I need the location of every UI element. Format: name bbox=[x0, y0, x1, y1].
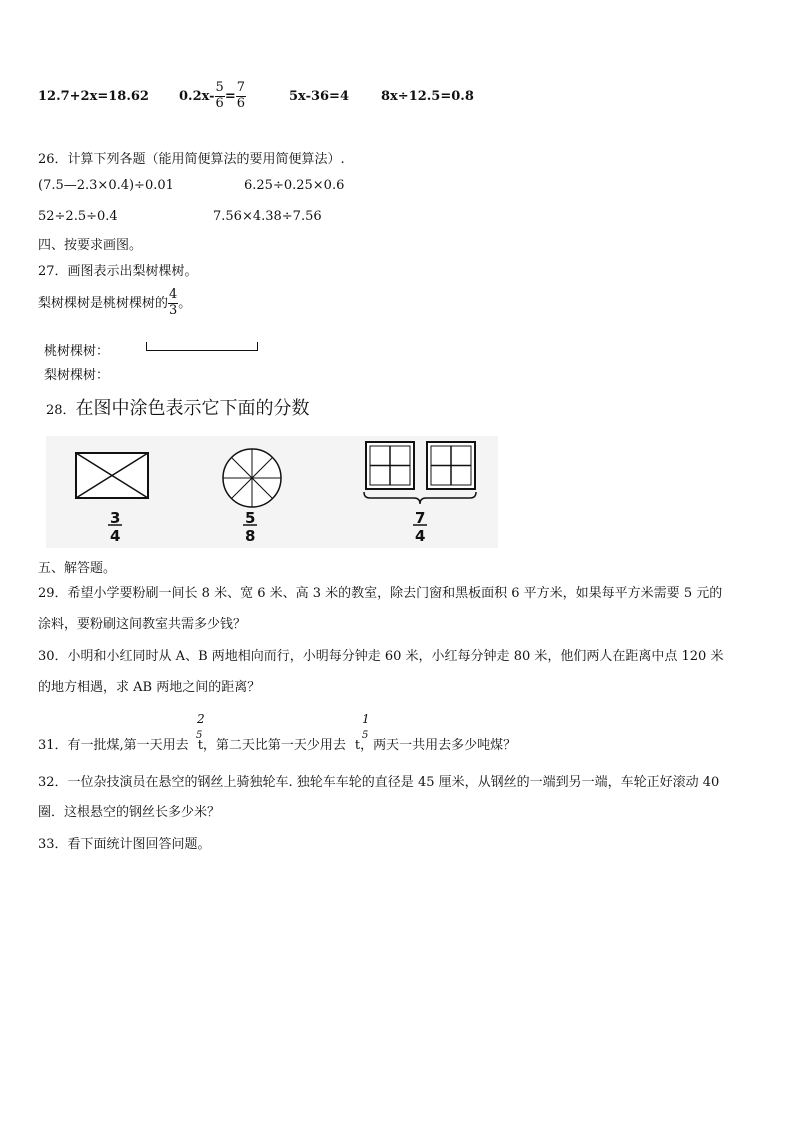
peach-tree-segment bbox=[146, 342, 258, 351]
fraction-figures-panel bbox=[46, 436, 498, 548]
question-29-line-1: 29．希望小学要粉刷一间长 8 米、宽 6 米、高 3 米的教室，除去门窗和黑板面积 6 平方米，如果每平方米需要 5 元的 bbox=[38, 586, 723, 601]
q31-fraction-2-numerator: 1 bbox=[362, 712, 370, 726]
equation-1: 12.7+2x=18.62 bbox=[38, 89, 149, 104]
q31-fraction-1-denominator: 5 bbox=[196, 730, 203, 741]
pear-tree-label: 梨树棵树： bbox=[44, 368, 110, 383]
equation-2-fraction-2 bbox=[236, 81, 246, 112]
fraction-2-numerator: 5 bbox=[245, 509, 256, 527]
question-31-part-2: t，第二天比第一天少用去 bbox=[197, 738, 346, 753]
question-26-title: 26．计算下列各题（能用简便算法的要用简便算法）. bbox=[38, 152, 345, 167]
fraction-3-numerator: 7 bbox=[415, 509, 426, 527]
circle-figure bbox=[223, 449, 281, 507]
calc-2: 6.25÷0.25×0.6 bbox=[244, 178, 345, 193]
question-28-number: 28． bbox=[46, 403, 76, 418]
question-27-description bbox=[38, 284, 191, 324]
question-28-title bbox=[46, 398, 310, 422]
question-30-line-2: 的地方相遇，求 AB 两地之间的距离？ bbox=[38, 680, 261, 695]
rectangle-figure bbox=[76, 453, 148, 498]
description-text: 梨树棵树是桃树棵树的 bbox=[38, 296, 169, 311]
square-figure-2 bbox=[427, 442, 475, 489]
calc-1: (7.5—2.3×0.4)÷0.01 bbox=[38, 178, 174, 193]
fraction-numerator: 4 bbox=[169, 287, 178, 303]
fraction-numerator: 5 bbox=[215, 80, 224, 96]
fraction-1-numerator: 3 bbox=[110, 509, 121, 527]
question-31 bbox=[38, 734, 516, 753]
fraction-1-denominator: 4 bbox=[110, 527, 121, 545]
description-suffix: 。 bbox=[178, 296, 192, 311]
equation-2 bbox=[179, 77, 246, 117]
question-31-part-3: t，两天一共用去多少吨煤？ bbox=[354, 738, 517, 753]
fraction-denominator: 3 bbox=[169, 303, 178, 318]
question-32-line-1: 32．一位杂技演员在悬空的钢丝上骑独轮车. 独轮车车轮的直径是 45 厘米，从钢丝的一端到另一端，车轮正好滚动 40 bbox=[38, 775, 720, 790]
question-30-line-1: 30．小明和小红同时从 A、B 两地相向而行，小明每分钟走 60 米，小红每分钟走 80 米，他们两人在距离中点 120 米 bbox=[38, 649, 724, 664]
brace-icon bbox=[364, 492, 476, 504]
equation-2-prefix: 0.2x- bbox=[179, 89, 215, 104]
question-28-text: 在图中涂色表示它下面的分数 bbox=[75, 398, 310, 419]
square-figure-1 bbox=[366, 442, 414, 489]
question-31-part-1: 31．有一批煤,第一天用去 bbox=[38, 738, 189, 753]
peach-tree-label: 桃树棵树： bbox=[44, 344, 110, 359]
calc-4: 7.56×4.38÷7.56 bbox=[213, 209, 322, 224]
fraction-denominator: 6 bbox=[215, 96, 224, 111]
question-33: 33．看下面统计图回答问题。 bbox=[38, 837, 211, 852]
equation-2-fraction-1 bbox=[215, 81, 225, 112]
equation-3: 5x-36=4 bbox=[289, 89, 349, 104]
fraction-2-denominator: 8 bbox=[245, 527, 256, 545]
fraction-denominator: 6 bbox=[236, 96, 246, 111]
q31-fraction-1-numerator: 2 bbox=[197, 712, 205, 726]
question-29-line-2: 涂料，要粉刷这间教室共需多少钱？ bbox=[38, 617, 247, 632]
equals-sign: = bbox=[224, 89, 236, 104]
fraction-3-denominator: 4 bbox=[415, 527, 426, 545]
question-27-title: 27．画图表示出梨树棵树。 bbox=[38, 264, 198, 279]
section-5-heading: 五、解答题。 bbox=[38, 561, 117, 576]
question-32-line-2: 圈．这根悬空的钢丝长多少米？ bbox=[38, 805, 221, 820]
q31-fraction-2-denominator: 5 bbox=[362, 730, 369, 741]
equation-4: 8x÷12.5=0.8 bbox=[381, 89, 474, 104]
calc-3: 52÷2.5÷0.4 bbox=[38, 209, 118, 224]
description-fraction bbox=[168, 288, 178, 319]
fraction-numerator: 7 bbox=[236, 80, 246, 96]
section-4-heading: 四、按要求画图。 bbox=[38, 238, 143, 253]
